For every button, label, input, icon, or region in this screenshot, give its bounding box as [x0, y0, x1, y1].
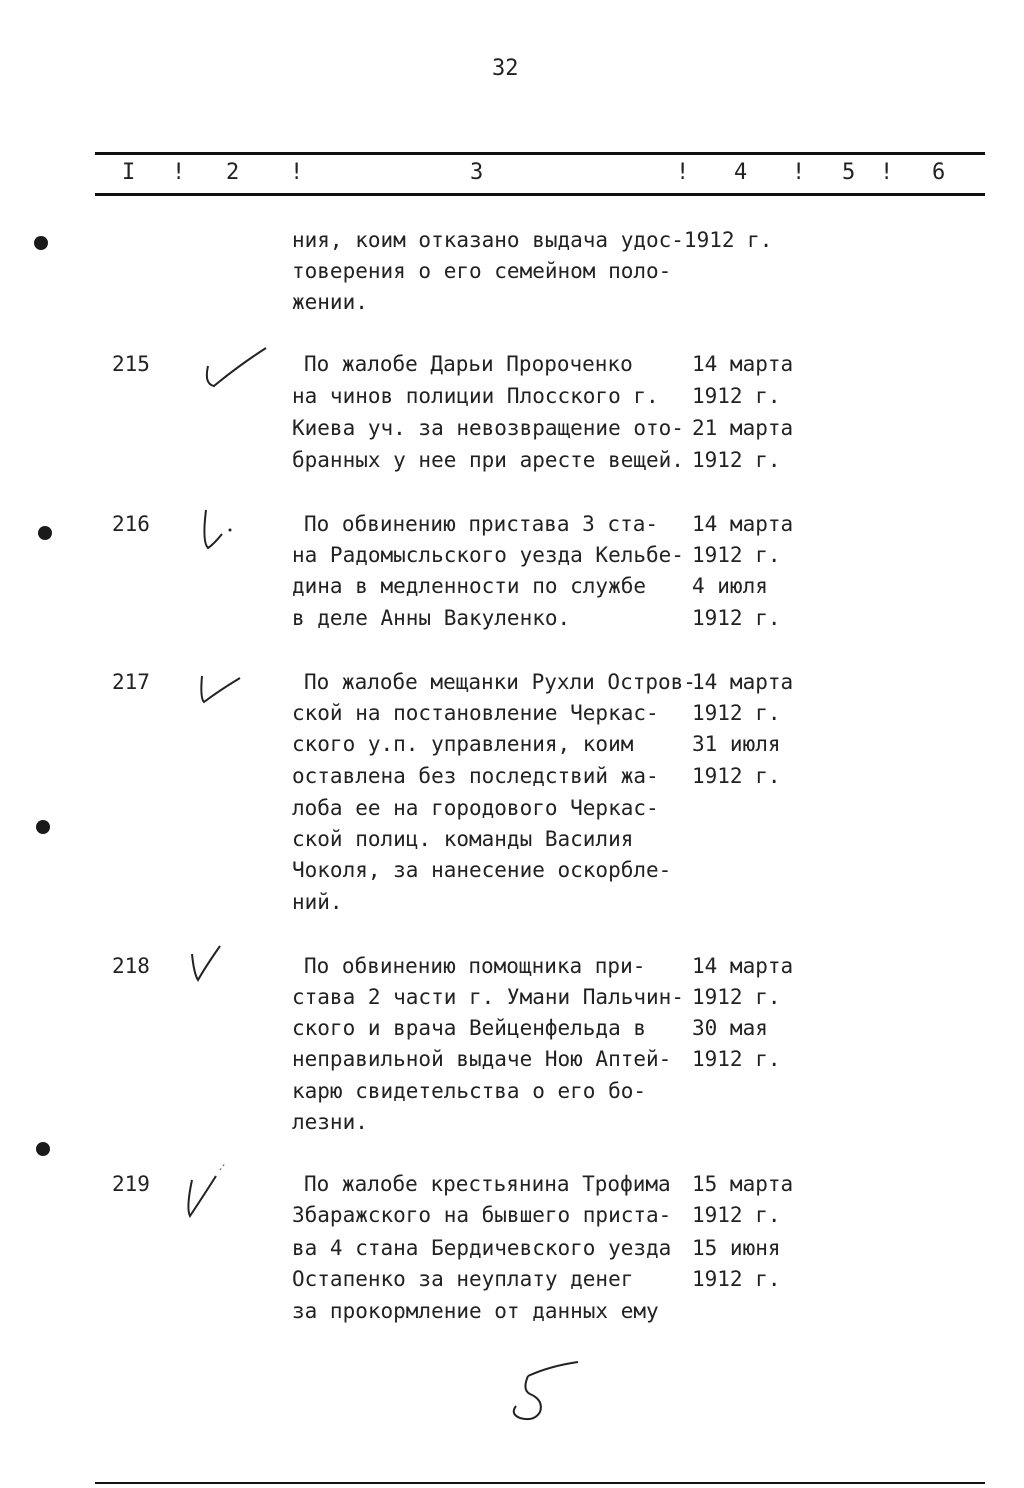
- date-line: 4 июля: [692, 574, 768, 598]
- entry-number: 219: [112, 1172, 150, 1196]
- text-line: По жалобе крестьянина Трофима: [304, 1172, 671, 1196]
- text-line: на Радомысльского уезда Кельбе-: [292, 543, 684, 567]
- header-rule-bottom: [95, 193, 985, 196]
- date-line: 15 марта: [692, 1172, 794, 1196]
- text-line: в деле Анны Вакуленко.: [292, 606, 571, 630]
- check-mark-icon: [196, 504, 242, 552]
- text-line: за прокормление от данных ему: [292, 1299, 659, 1323]
- date-line: 1912 г.: [692, 701, 781, 725]
- text-line: товерения о его семейном поло-: [292, 259, 672, 283]
- text-line: ского и врача Вейценфельда в: [292, 1016, 647, 1040]
- date-line: 31 июля: [692, 732, 781, 756]
- text-line: ва 4 стана Бердичевского уезда: [292, 1236, 672, 1260]
- date-line: 1912 г.: [692, 606, 781, 630]
- date-line: 1912 г.: [692, 1203, 781, 1227]
- check-mark-icon: [200, 344, 272, 394]
- punch-hole: [34, 236, 48, 250]
- text-line: оставлена без последствий жа-: [292, 764, 659, 788]
- date-line: 14 марта: [692, 954, 794, 978]
- check-mark-icon: [194, 668, 244, 708]
- text-line: ской полиц. команды Василия: [292, 827, 634, 851]
- col-5-header: 5: [842, 160, 856, 185]
- date-line: 1912 г.: [692, 764, 781, 788]
- check-mark-icon: [186, 942, 226, 984]
- handwritten-folio-mark: [500, 1356, 584, 1428]
- punch-hole: [36, 1142, 50, 1156]
- punch-hole: [38, 526, 52, 540]
- text-line: По обвинению помощника при-: [304, 954, 646, 978]
- text-line: лезни.: [292, 1110, 368, 1134]
- col-4-header: 4: [734, 160, 748, 185]
- col-sep-1: !: [172, 160, 186, 185]
- text-line: лоба ее на городового Черкас-: [292, 796, 659, 820]
- col-1-header: I: [122, 160, 136, 185]
- col-6-header: 6: [932, 160, 946, 185]
- check-mark-icon: [180, 1160, 232, 1224]
- date-line: 14 марта: [692, 352, 794, 376]
- punch-hole: [36, 820, 50, 834]
- text-line: Чоколя, за нанесение оскорбле-: [292, 858, 672, 882]
- col-sep-5: !: [880, 160, 894, 185]
- text-line: дина в медленности по службе: [292, 574, 647, 598]
- text-line: става 2 части г. Умани Пальчин-: [292, 985, 684, 1009]
- date-line: 1912 г.: [692, 1267, 781, 1291]
- entry-number: 218: [112, 954, 150, 978]
- text-line: неправильной выдаче Ною Аптей-: [292, 1047, 672, 1071]
- col-3-header: 3: [470, 160, 484, 185]
- text-line: Киева уч. за невозвращение ото-: [292, 416, 684, 440]
- date-line: 15 июня: [692, 1236, 781, 1260]
- text-line: карю свидетельства о его бо-: [292, 1079, 647, 1103]
- date-line: 14 марта: [692, 512, 794, 536]
- date-line: 1912 г.: [692, 543, 781, 567]
- text-line: жении.: [292, 290, 368, 314]
- text-line: Остапенко за неуплату денег: [292, 1267, 634, 1291]
- col-sep-3: !: [676, 160, 690, 185]
- header-rule-top: [95, 152, 985, 155]
- col-sep-2: !: [290, 160, 304, 185]
- col-2-header: 2: [226, 160, 240, 185]
- text-line: ния, коим отказано выдача удос-1912 г.: [292, 228, 773, 252]
- col-sep-4: !: [792, 160, 806, 185]
- text-line: По жалобе мещанки Рухли Остров-: [304, 670, 696, 694]
- date-line: 1912 г.: [692, 985, 781, 1009]
- text-line: ского у.п. управления, коим: [292, 732, 634, 756]
- entry-number: 217: [112, 670, 150, 694]
- date-line: 30 мая: [692, 1016, 768, 1040]
- date-line: 21 марта: [692, 416, 794, 440]
- text-line: Збаражского на бывшего приста-: [292, 1203, 672, 1227]
- date-line: 1912 г.: [692, 384, 781, 408]
- text-line: на чинов полиции Плосского г.: [292, 384, 659, 408]
- entry-number: 216: [112, 512, 150, 536]
- entry-number: 215: [112, 352, 150, 376]
- text-line: По обвинению пристава 3 ста-: [304, 512, 659, 536]
- date-line: 1912 г.: [692, 448, 781, 472]
- text-line: бранных у нее при аресте вещей.: [292, 448, 684, 472]
- footer-rule: [95, 1482, 985, 1484]
- text-line: ний.: [292, 890, 343, 914]
- text-line: По жалобе Дарьи Пророченко: [304, 352, 633, 376]
- page-number: 32: [492, 56, 519, 81]
- text-line: ской на постановление Черкас-: [292, 701, 659, 725]
- date-line: 1912 г.: [692, 1047, 781, 1071]
- date-line: 14 марта: [692, 670, 794, 694]
